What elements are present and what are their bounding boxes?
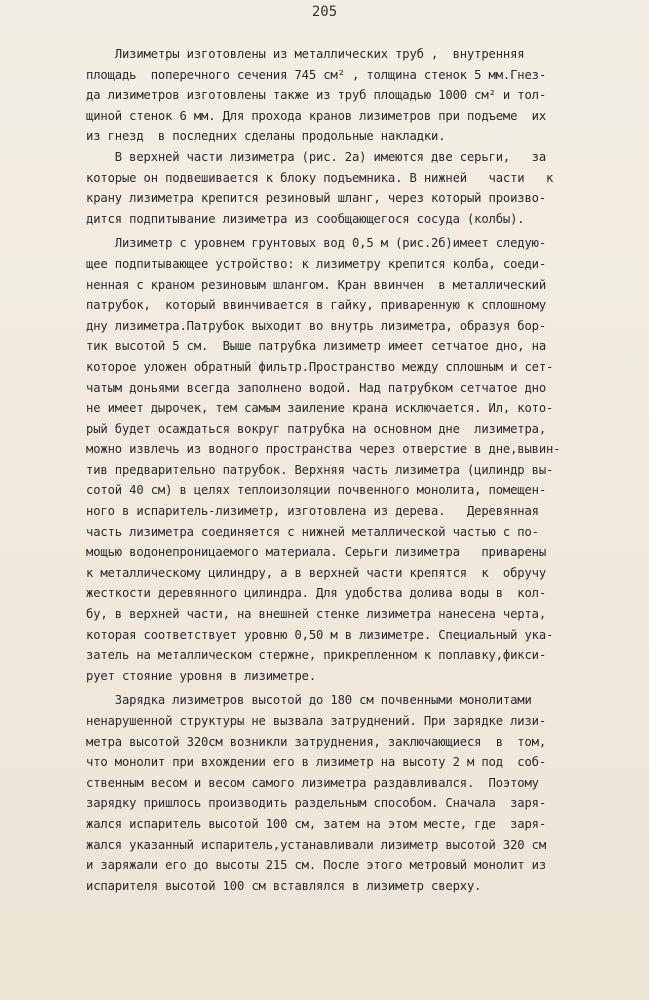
- text-line: жался указанный испаритель,устанавливали лизиметр высотой 320 см: [86, 837, 546, 852]
- text-line: мощью водонепроницаемого материала. Серьги лизиметра приварены: [86, 545, 546, 560]
- text-line: ного в испаритель-лизиметр, изготовлена из дерева. Деревянная: [86, 504, 539, 519]
- text-line: рует стояние уровня в лизиметре.: [86, 668, 316, 683]
- text-line: которая соответствует уровню 0,50 м в лизиметре. Специальный ука-: [86, 627, 554, 642]
- text-line: которое уложен обратный фильтр.Пространство между сплошным и сет-: [86, 359, 554, 374]
- text-line: жесткости деревянного цилиндра. Для удобства долива воды в кол-: [86, 586, 546, 601]
- text-line: и заряжали его до высоты 215 см. После этого метровый монолит из: [86, 858, 546, 873]
- text-line: чатым доньями всегда заполнено водой. Над патрубком сетчатое дно: [86, 380, 546, 395]
- text-line: которые он подвешивается к блоку подъемника. В нижней части к: [86, 170, 554, 185]
- text-line: сотой 40 см) в целях теплоизоляции почвенного монолита, помещен-: [86, 483, 546, 498]
- text-line: ненарушенной структуры не вызвала затруднений. При зарядке лизи-: [86, 714, 546, 728]
- text-line: дну лизиметра.Патрубок выходит во внутрь лизиметра, образуя бор-: [86, 318, 546, 333]
- text-line: испарителя высотой 100 см вставлялся в лизиметр сверху.: [86, 878, 482, 893]
- text-line: щее подпитывающее устройство: к лизиметру крепится колба, соеди-: [86, 256, 546, 271]
- text-line: бу, в верхней части, на внешней стенке лизиметра нанесена черта,: [86, 607, 546, 622]
- body-text: [86, 44, 606, 896]
- text-line: площадь поперечного сечения 745 см² , толщина стенок 5 мм.Гнез-: [86, 67, 546, 82]
- text-line: тив предварительно патрубок. Верхняя часть лизиметра (цилиндр вы-: [86, 462, 554, 477]
- text-line: дится подпитывание лизиметра из сообщающегося сосуда (колбы).: [86, 211, 525, 226]
- text-line: да лизиметров изготовлены также из труб площадью 1000 см² и тол-: [86, 88, 546, 103]
- text-line: из гнезд в последних сделаны продольные накладки.: [86, 129, 446, 144]
- text-line: патрубок, который ввинчивается в гайку, приваренную к сплошному: [86, 298, 546, 313]
- text-line: крану лизиметра крепится резиновый шланг, через который произво-: [86, 191, 546, 206]
- text-line: к металлическому цилиндру, а в верхней части крепятся к обручу: [86, 565, 546, 580]
- text-line: ственным весом и весом самого лизиметра раздавливался. Поэтому: [86, 775, 539, 790]
- text-line: жался испаритель высотой 100 см, затем на этом месте, где заря-: [86, 816, 546, 831]
- text-line: щиной стенок 6 мм. Для прохода кранов лизиметров при подъеме их: [86, 108, 546, 123]
- text-line: что монолит при вхождении его в лизиметр на высоту 2 м под соб-: [86, 755, 546, 770]
- text-line: рый будет осаждаться вокруг патрубка на основном дне лизиметра,: [86, 421, 546, 436]
- text-line: можно извлечь из водного пространства через отверстие в дне,вывин-: [86, 442, 561, 457]
- text-line: не имеет дырочек, тем самым заиление крана исключается. Ил, кото-: [86, 401, 554, 416]
- text-line: Зарядка лизиметров высотой до 180 см почвенными монолитами: [86, 693, 532, 708]
- text-line: затель на металлическом стержне, прикрепленном к поплавку,фикси-: [86, 648, 546, 663]
- text-line: метра высотой 320см возникли затруднения, заключающиеся в том,: [86, 734, 546, 749]
- text-line: Лизиметр с уровнем грунтовых вод 0,5 м (рис.2б)имеет следую-: [86, 236, 546, 251]
- text-line: часть лизиметра соединяется с нижней металлической частью с по-: [86, 524, 539, 539]
- text-line: тик высотой 5 см. Выше патрубка лизиметр имеет сетчатое дно, на: [86, 339, 546, 354]
- text-line: Лизиметры изготовлены из металлических труб , внутренняя: [86, 47, 525, 61]
- text-line: зарядку пришлось производить раздельным способом. Сначала заря-: [86, 796, 546, 811]
- text-line: ненная с краном резиновым шлангом. Кран ввинчен в металлический: [86, 277, 546, 292]
- text-line: В верхней части лизиметра (рис. 2а) имеются две серьги, за: [86, 149, 546, 164]
- page-number: 205: [311, 4, 338, 20]
